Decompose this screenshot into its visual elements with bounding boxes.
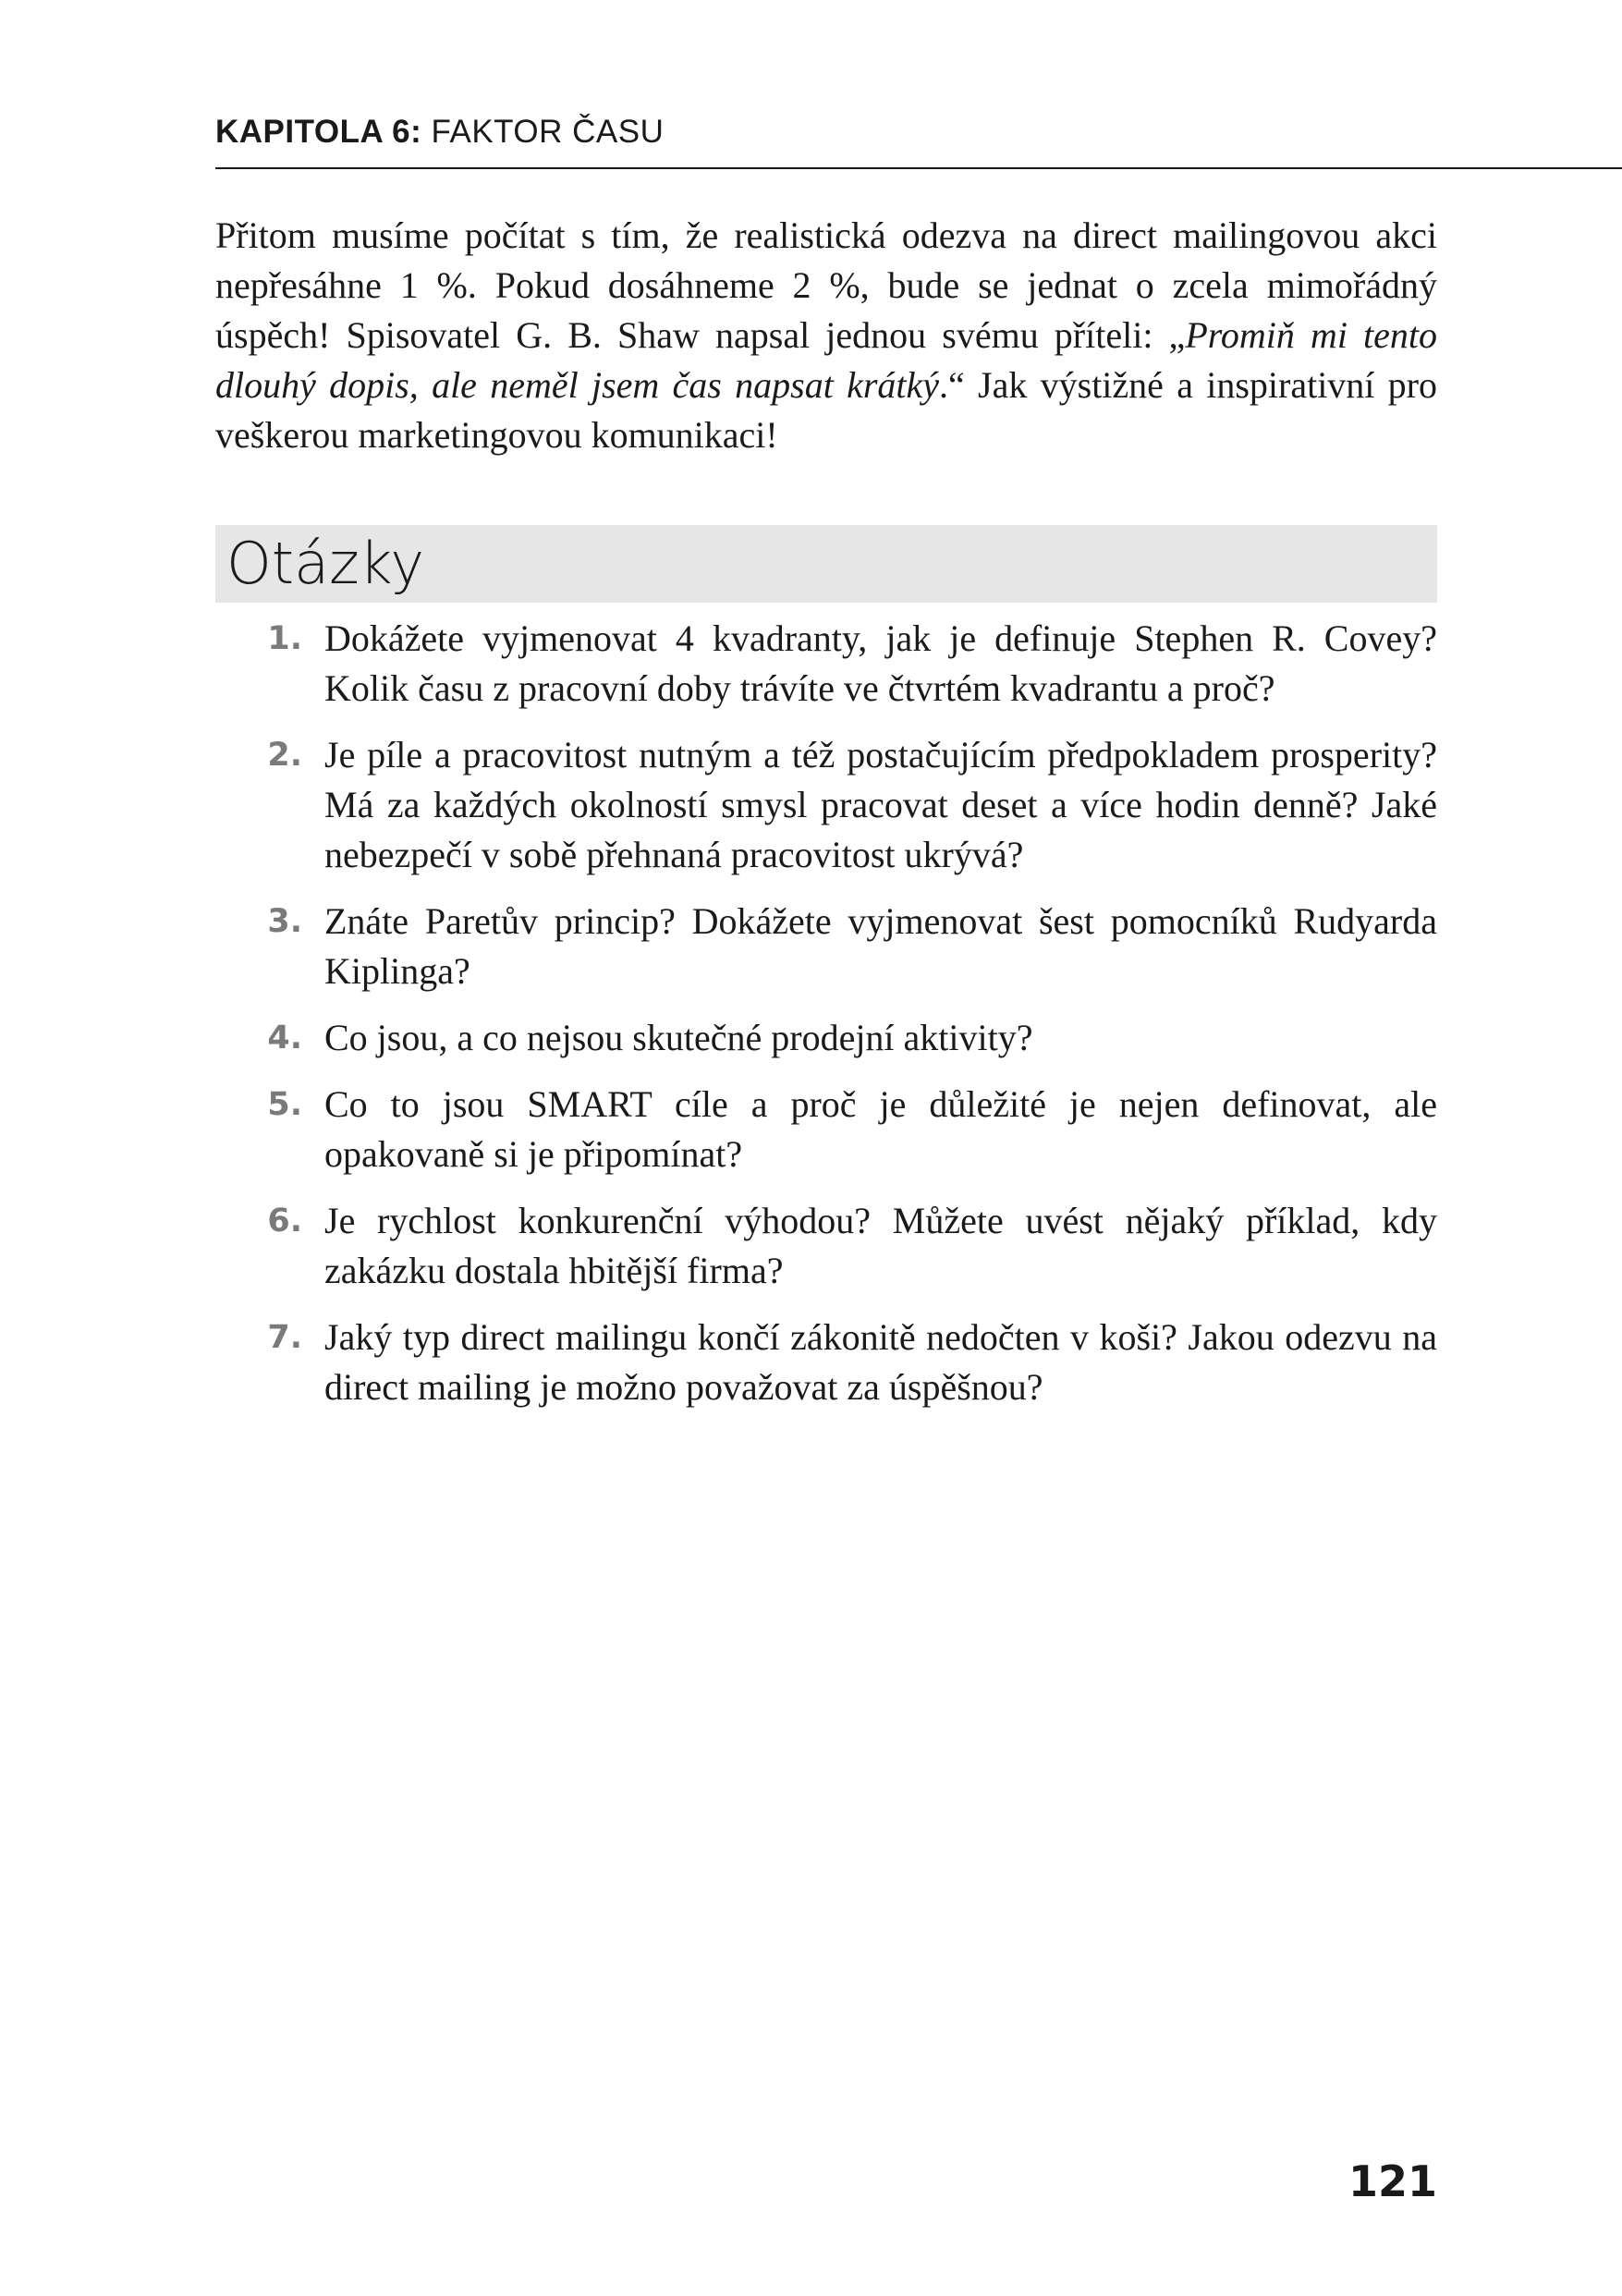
question-number: 2. bbox=[267, 737, 302, 774]
question-number: 1. bbox=[267, 620, 302, 657]
question-item bbox=[215, 897, 1437, 996]
intro-quote: Promiň mi tento dlouhý dopis, ale neměl jsem čas napsat krátký bbox=[215, 314, 1438, 406]
intro-text-after-quote: .“ Jak výstižné a inspirativní pro veškerou marketingovou komunikaci! bbox=[215, 364, 1438, 456]
section-heading: Otázky bbox=[215, 525, 1437, 603]
question-text: Znáte Paretův princip? Dokážete vyjmenovat šest pomocníků Rudyarda Kiplinga? bbox=[324, 900, 1437, 992]
intro-text-before-quote: Přitom musíme počítat s tím, že realistická odezva na direct mailingovou akci nepřesáhne 1 %. Pokud dosáhneme 2 %, bude se jednat o zcela mimořádný úspěch! Spisovatel G. B. Shaw napsal jednou svému příteli: „ bbox=[215, 214, 1437, 356]
question-item bbox=[215, 1196, 1437, 1296]
header-divider bbox=[215, 167, 1622, 169]
running-header bbox=[215, 109, 664, 155]
question-text: Jaký typ direct mailingu končí zákonitě nedočten v koši? Jakou odezvu na direct mailing je možno považovat za úspěšnou? bbox=[324, 1316, 1437, 1408]
question-number: 4. bbox=[267, 1020, 302, 1056]
question-text: Co to jsou SMART cíle a proč je důležité je nejen definovat, ale opakovaně si je připomínat? bbox=[324, 1083, 1437, 1175]
question-item bbox=[215, 1013, 1437, 1063]
question-text: Je rychlost konkurenční výhodou? Můžete uvést nějaký příklad, kdy zakázku dostala hbitější firma? bbox=[324, 1200, 1437, 1291]
chapter-label: KAPITOLA 6: bbox=[215, 114, 422, 150]
question-item bbox=[215, 1313, 1437, 1412]
question-item bbox=[215, 730, 1437, 880]
question-number: 3. bbox=[267, 903, 302, 940]
question-number: 6. bbox=[267, 1203, 302, 1240]
question-item bbox=[215, 614, 1437, 714]
question-list bbox=[215, 614, 1437, 1429]
chapter-title: FAKTOR ČASU bbox=[431, 114, 665, 150]
question-item bbox=[215, 1080, 1437, 1179]
question-text: Dokážete vyjmenovat 4 kvadranty, jak je definuje Stephen R. Covey? Kolik času z pracovní doby trávíte ve čtvrtém kvadrantu a proč? bbox=[324, 617, 1437, 709]
question-text: Co jsou, a co nejsou skutečné prodejní aktivity? bbox=[324, 1017, 1033, 1058]
question-number: 5. bbox=[267, 1086, 302, 1123]
question-number: 7. bbox=[267, 1319, 302, 1356]
intro-paragraph bbox=[215, 211, 1437, 460]
page-number: 121 bbox=[1348, 2156, 1437, 2206]
question-text: Je píle a pracovitost nutným a též postačujícím předpokladem prosperity? Má za každých okolností smysl pracovat deset a více hodin denně? Jaké nebezpečí v sobě přehnaná pracovitost ukrývá? bbox=[324, 734, 1437, 875]
